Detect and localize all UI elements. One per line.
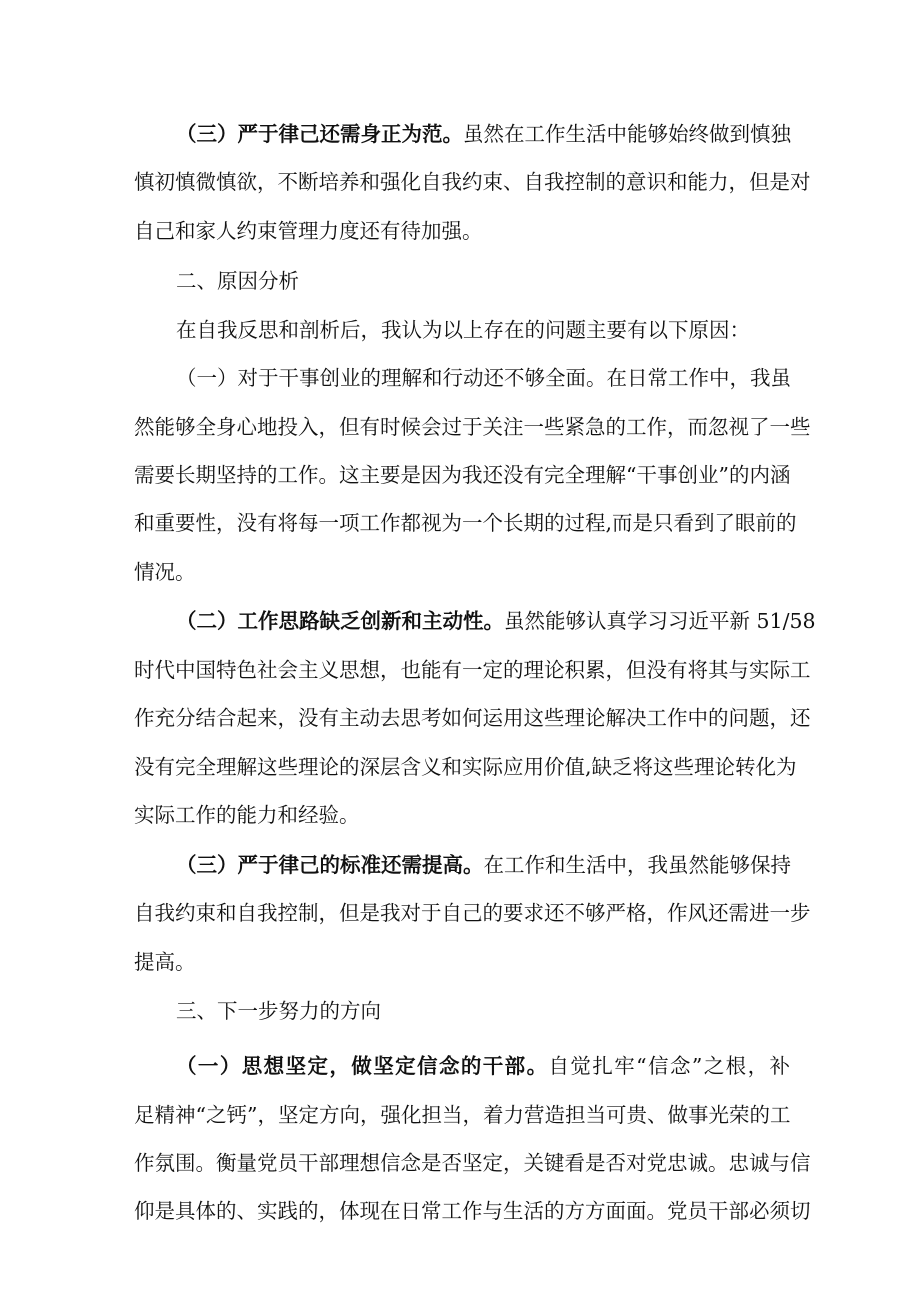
paragraph-line: [134, 557, 790, 587]
paragraph-line: [134, 1148, 811, 1178]
line-text: 时代中国特色社会主义思想，也能有一定的理论积累，但没有将其与实际工: [134, 658, 811, 682]
paragraph-line: [134, 460, 790, 490]
line-text: 然能够全身心地投入，但有时候会过于关注一些紧急的工作，而忽视了一些: [134, 415, 811, 439]
paragraph-line: [134, 508, 797, 538]
line-text: 和重要性，没有将每一项工作都视为一个长期的过程,而是只看到了眼前的: [134, 511, 797, 535]
paragraph-line: [134, 703, 811, 733]
line-text: 在工作和生活中，我虽然能够保持: [483, 853, 791, 877]
paragraph-line: [134, 1196, 811, 1226]
section-heading: [176, 266, 832, 296]
line-text: 提高。: [134, 950, 196, 974]
line-text: 实际工作的能力和经验。: [134, 803, 360, 827]
line-text: 三、下一步努力的方向: [176, 999, 381, 1023]
bold-heading: （二）工作思路缺乏创新和主动性。: [176, 609, 504, 633]
line-text: 慎初慎微慎欲，不断培养和强化自我约束、自我控制的意识和能力，但是对: [134, 170, 811, 194]
line-text: 自我约束和自我控制，但是我对于自己的要求还不够严格，作风还需进一步: [134, 901, 811, 925]
bold-heading: （一）思想坚定，做坚定信念的干部。: [176, 1054, 549, 1078]
paragraph-line: [134, 1100, 790, 1130]
paragraph-line: [134, 752, 797, 782]
line-text: 作氛围。衡量党员干部理想信念是否坚定，关键看是否对党忠诚。忠诚与信: [134, 1151, 811, 1175]
line-text: 自觉扎牢“信念”之根，补: [548, 1054, 790, 1078]
section-heading: [176, 996, 832, 1026]
line-text: 足精神“之钙”，坚定方向，强化担当，着力营造担当可贵、做事光荣的工: [134, 1103, 791, 1127]
paragraph-line: [134, 898, 811, 928]
paragraph-line: [176, 1051, 790, 1081]
paragraph-line: [134, 655, 811, 685]
paragraph-line: [176, 606, 816, 636]
paragraph-line: [134, 216, 790, 246]
line-text: （一）对于干事创业的理解和行动还不够全面。在日常工作中，我虽: [176, 366, 791, 390]
line-text: 虽然能够认真学习习近平新 51/58: [504, 609, 816, 633]
paragraph-line: [134, 947, 790, 977]
paragraph-line: [134, 800, 790, 830]
paragraph-line: [176, 119, 790, 149]
paragraph-line: [176, 850, 790, 880]
line-text: 二、原因分析: [176, 269, 299, 293]
paragraph-line: [134, 412, 811, 442]
line-text: 没有完全理解这些理论的深层含义和实际应用价值,缺乏将这些理论转化为: [134, 755, 797, 779]
line-text: 在自我反思和剖析后，我认为以上存在的问题主要有以下原因：: [176, 318, 750, 342]
line-text: 虽然在工作生活中能够始终做到慎独: [463, 122, 791, 146]
line-text: 作充分结合起来，没有主动去思考如何运用这些理论解决工作中的问题，还: [134, 706, 811, 730]
line-text: 需要长期坚持的工作。这主要是因为我还没有完全理解“干事创业”的内涵: [134, 463, 791, 487]
line-text: 情况。: [134, 560, 196, 584]
paragraph-line: [176, 363, 790, 393]
bold-heading: （三）严于律己还需身正为范。: [176, 122, 463, 146]
paragraph-line: [176, 315, 790, 345]
line-text: 仰是具体的、实践的，体现在日常工作与生活的方方面面。党员干部必须切: [134, 1199, 811, 1223]
line-text: 自己和家人约束管理力度还有待加强。: [134, 219, 483, 243]
paragraph-line: [134, 167, 811, 197]
bold-heading: （三）严于律己的标准还需提高。: [176, 853, 484, 877]
